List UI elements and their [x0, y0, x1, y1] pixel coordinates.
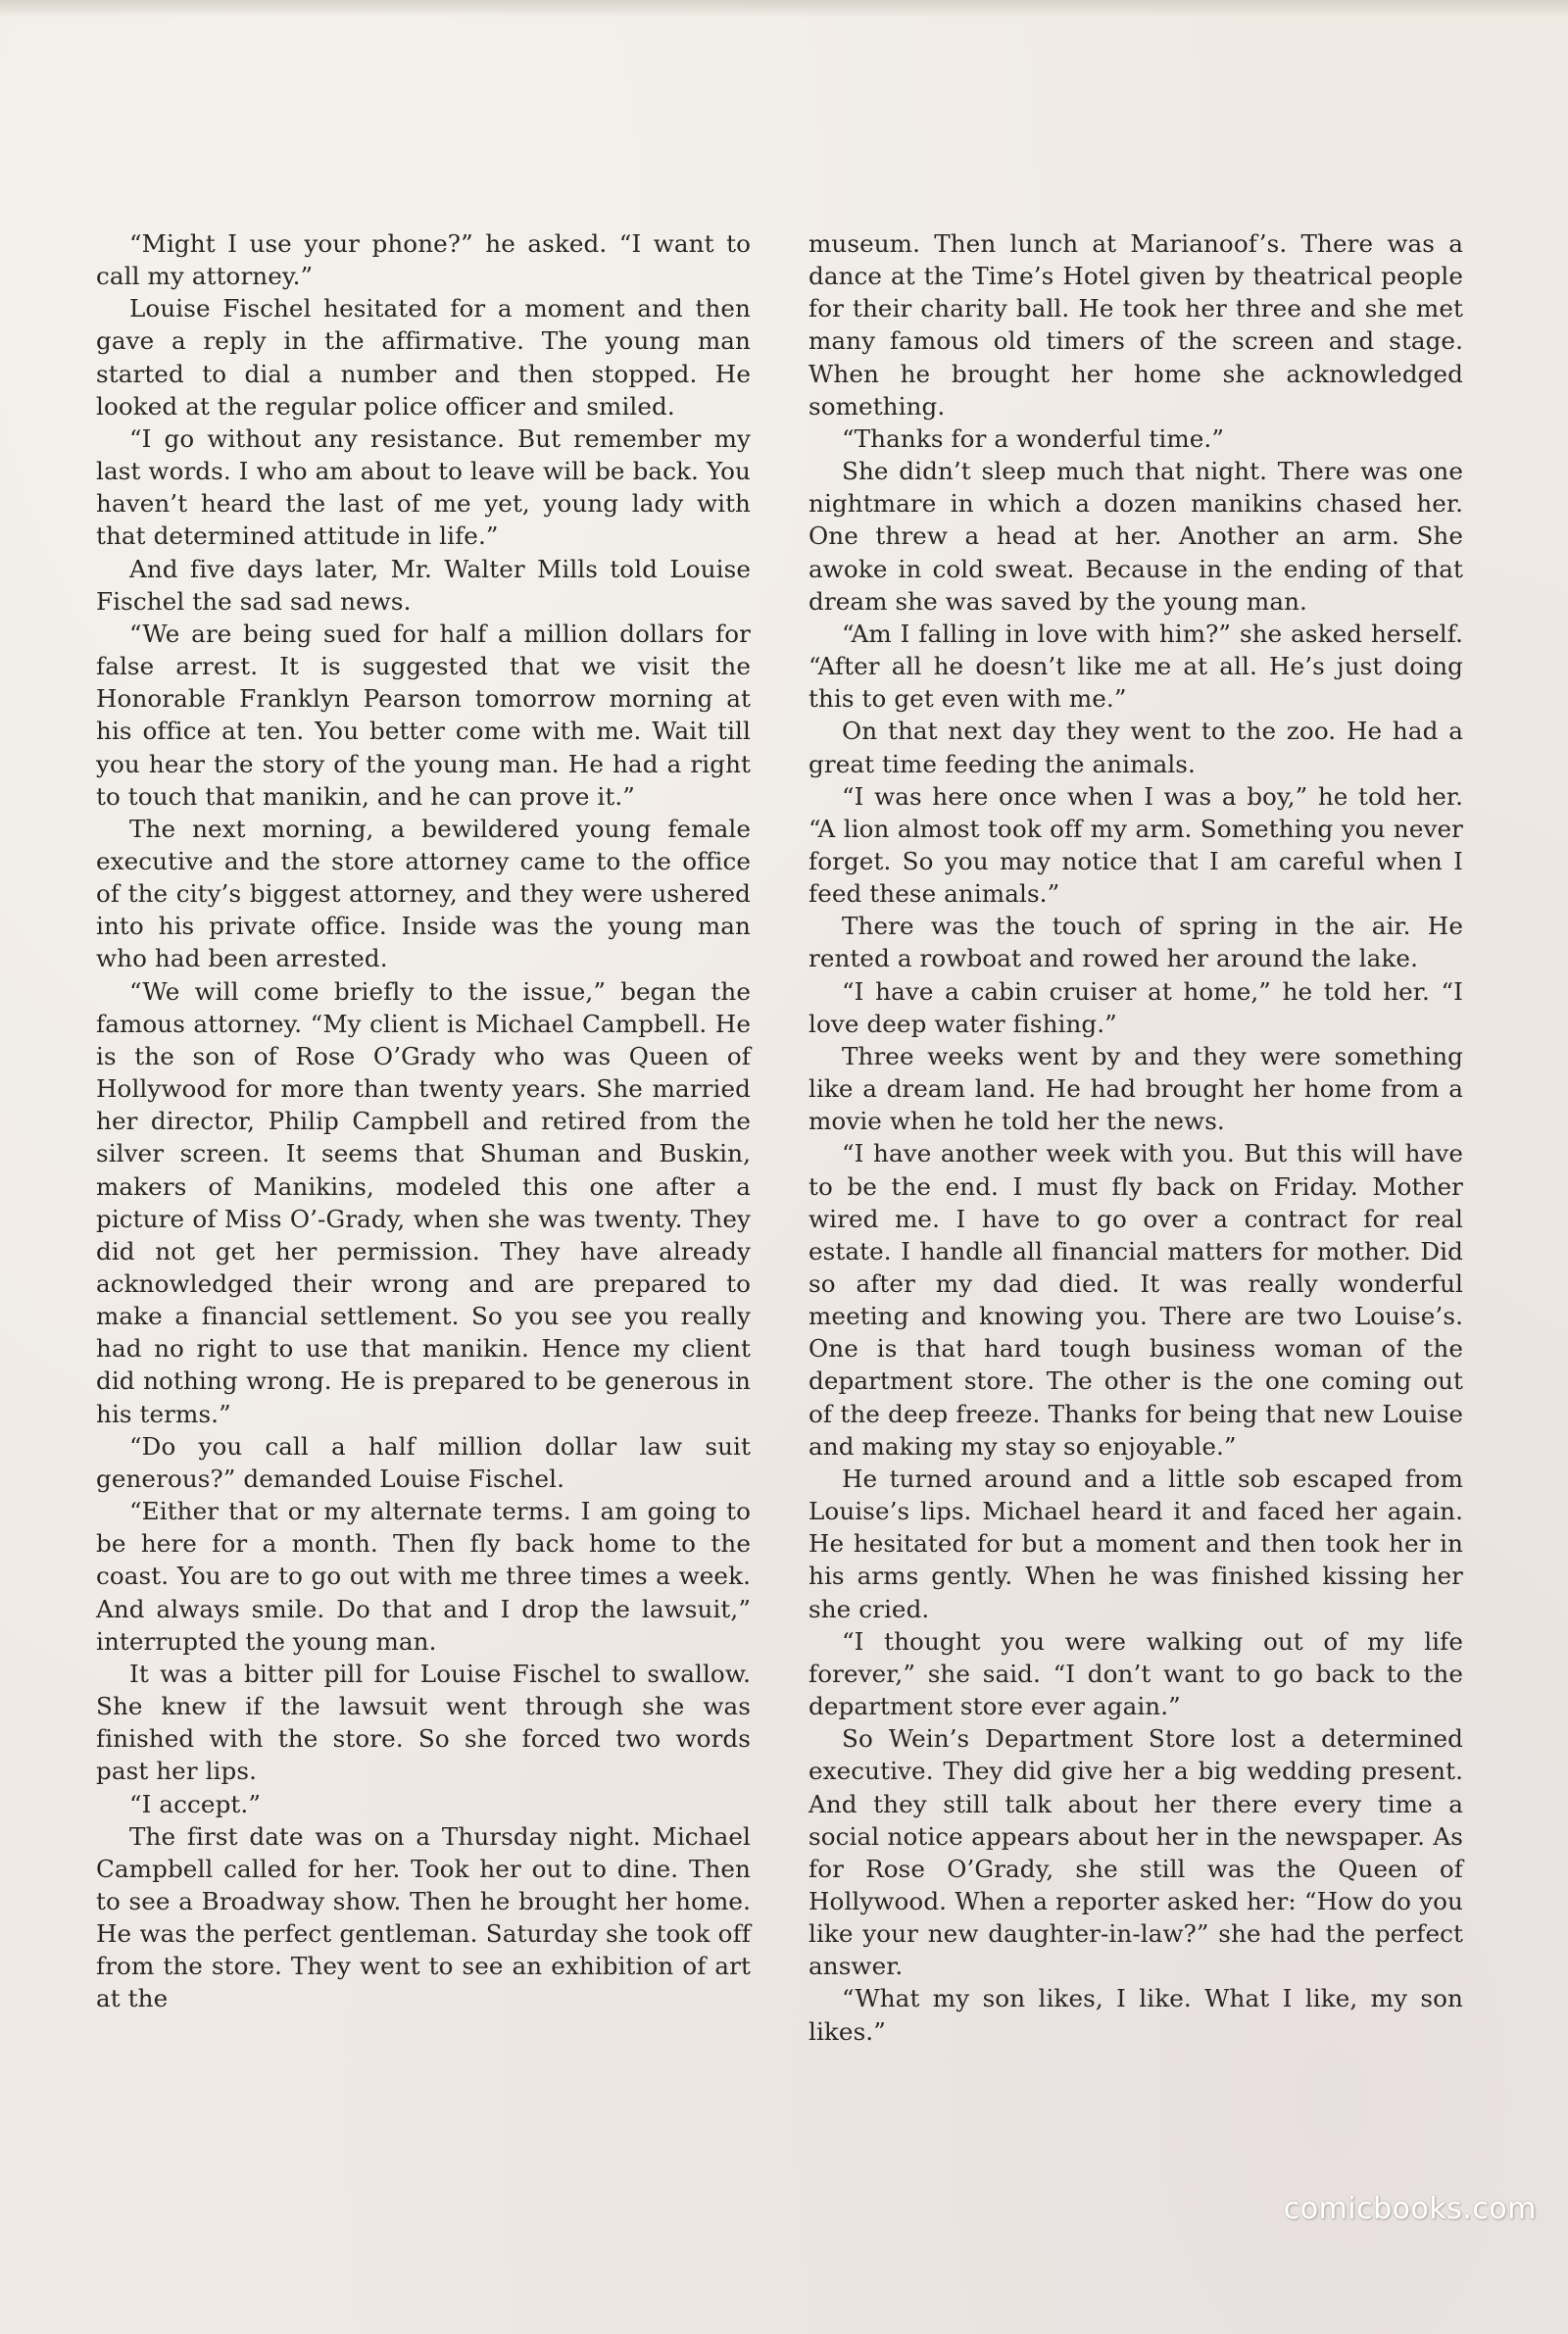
paragraph: The first date was on a Thursday night. Michael Campbell called for her. Took her out to dine. Then to see a Broadway show. Then he brought her home. He was the perfect gentleman. Saturday she took off from the store. They went to see an exhibition of art at the [96, 1821, 751, 2013]
paragraph: “Am I falling in love with him?” she asked herself. “After all he doesn’t like me at all. He’s just doing this to get even with me.” [808, 619, 1463, 714]
paragraph: “I have a cabin cruiser at home,” he told her. “I love deep water fishing.” [808, 976, 1463, 1038]
paragraph: “Do you call a half million dollar law suit generous?” demanded Louise Fischel. [96, 1431, 751, 1493]
paragraph: There was the touch of spring in the air. He rented a rowboat and rowed her around the lake. [808, 912, 1463, 973]
paragraph: museum. Then lunch at Marianoof’s. There was a dance at the Time’s Hotel given by theatrical people for their charity ball. He took her three and she met many famous old timers of the screen and stage. When he brought her home she acknowledged something. [808, 229, 1463, 421]
paragraph: “I was here once when I was a boy,” he told her. “A lion almost took off my arm. Something you never forget. So you may notice that I am careful when I feed these animals.” [808, 781, 1463, 909]
text-column-left [96, 227, 751, 2015]
paragraph: He turned around and a little sob escaped from Louise’s lips. Michael heard it and faced her again. He hesitated for but a moment and then took her in his arms gently. When he was finished kissing her she cried. [808, 1464, 1463, 1623]
page-edge-shadow [0, 0, 1568, 18]
paragraph: Three weeks went by and they were something like a dream land. He had brought her home from a movie when he told her the news. [808, 1041, 1463, 1136]
paragraph: “Either that or my alternate terms. I am going to be here for a month. Then fly back home to the coast. You are to go out with me three times a week. And always smile. Do that and I drop the lawsuit,” interrupted the young man. [96, 1497, 751, 1656]
paragraph: “What my son likes, I like. What I like, my son likes.” [808, 1984, 1463, 2046]
paragraph: And five days later, Mr. Walter Mills told Louise Fischel the sad sad news. [96, 554, 751, 616]
paragraph: It was a bitter pill for Louise Fischel to swallow. She knew if the lawsuit went through she was finished with the store. So she forced two words past her lips. [96, 1659, 751, 1786]
text-column-right [808, 227, 1463, 2048]
paragraph: “We will come briefly to the issue,” began the famous attorney. “My client is Michael Campbell. He is the son of Rose O’Grady who was Queen of Hollywood for more than twenty years. She married her director, Philip Campbell and retired from the silver screen. It seems that Shuman and Buskin, makers of Manikins, modeled this one after a picture of Miss O’-Grady, when she was twenty. They did not get her permission. They have already acknowledged their wrong and are prepared to make a financial settlement. So you see you really had no right to use that manikin. Hence my client did nothing wrong. He is prepared to be generous in his terms.” [96, 976, 751, 1428]
paragraph: She didn’t sleep much that night. There was one nightmare in which a dozen manikins chased her. One threw a head at her. Another an arm. She awoke in cold sweat. Because in the ending of that dream she was saved by the young man. [808, 457, 1463, 616]
paragraph: “I go without any resistance. But remember my last words. I who am about to leave will be back. You haven’t heard the last of me yet, young lady with that determined attitude in life.” [96, 423, 751, 551]
paragraph: “I have another week with you. But this will have to be the end. I must fly back on Friday. Mother wired me. I have to go over a contract for real estate. I handle all financial matters for mother. Did so after my dad died. It was really wonderful meeting and knowing you. There are two Louise’s. One is that hard tough business woman of the department store. The other is the one coming out of the deep freeze. Thanks for being that new Louise and making my stay so enjoyable.” [808, 1139, 1463, 1461]
paragraph: “We are being sued for half a million dollars for false arrest. It is suggested that we visit the Honorable Franklyn Pearson tomorrow morning at his office at ten. You better come with me. Wait till you hear the story of the young man. He had a right to touch that manikin, and he can prove it.” [96, 619, 751, 811]
paragraph: “Thanks for a wonderful time.” [842, 423, 1225, 453]
paragraph: So Wein’s Department Store lost a determined executive. They did give her a big wedding present. And they still talk about her there every time a social notice appears about her in the newspaper. As for Rose O’Grady, she still was the Queen of Hollywood. When a reporter asked her: “How do you like your new daughter-in-law?” she had the perfect answer. [808, 1724, 1463, 1981]
paragraph: Louise Fischel hesitated for a moment and then gave a reply in the affirmative. The young man started to dial a number and then stopped. He looked at the regular police officer and smiled. [96, 294, 751, 421]
site-watermark: comicbooks.com [1283, 2192, 1537, 2226]
paragraph: The next morning, a bewildered young female executive and the store attorney came to the office of the city’s biggest attorney, and they were ushered into his private office. Inside was the young man who had been arrested. [96, 814, 751, 973]
paragraph: “I accept.” [129, 1789, 261, 1818]
paragraph: “Might I use your phone?” he asked. “I want to call my attorney.” [96, 229, 751, 291]
paragraph: On that next day they went to the zoo. He had a great time feeding the animals. [808, 717, 1463, 778]
paragraph: “I thought you were walking out of my life forever,” she said. “I don’t want to go back to the department store ever again.” [808, 1626, 1463, 1721]
